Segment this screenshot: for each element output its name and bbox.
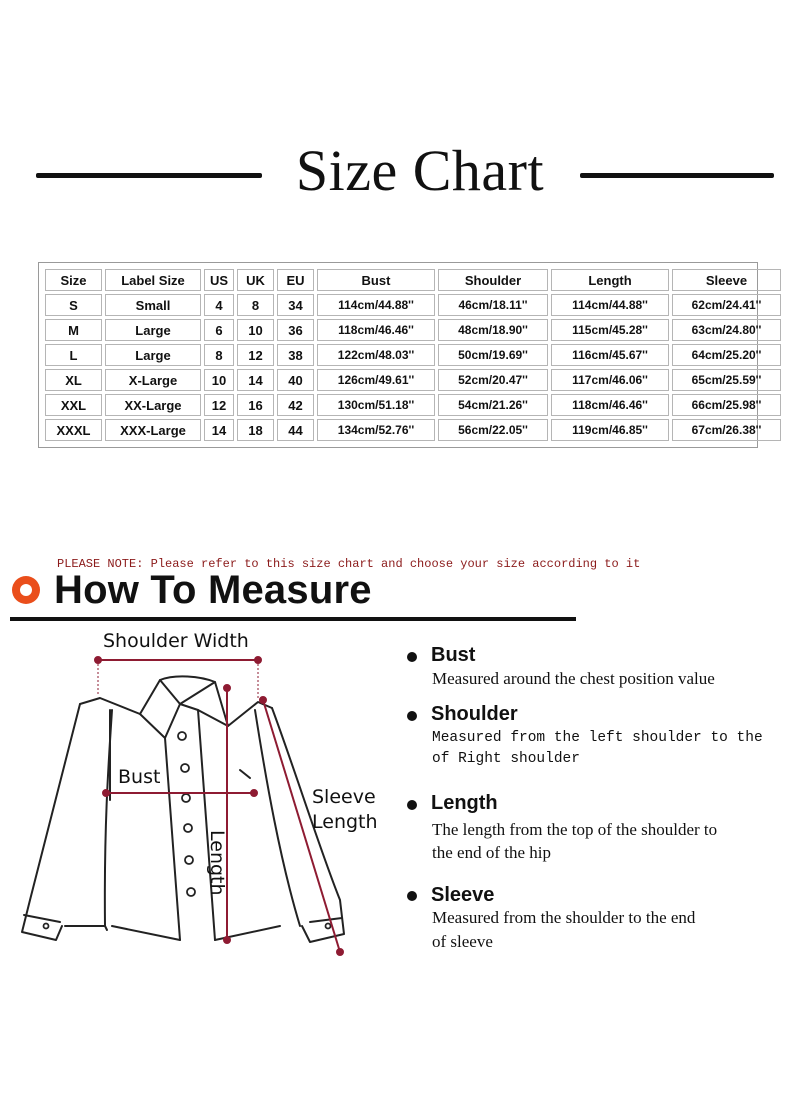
button-icon bbox=[178, 732, 186, 740]
table-cell: 122cm/48.03'' bbox=[317, 344, 435, 366]
table-cell: 115cm/45.28'' bbox=[551, 319, 669, 341]
header-cell: Shoulder bbox=[438, 269, 548, 291]
table-cell: 14 bbox=[237, 369, 274, 391]
table-row bbox=[45, 344, 781, 366]
table-cell: 118cm/46.46'' bbox=[551, 394, 669, 416]
size-chart-header bbox=[0, 135, 800, 215]
cuff-button-icon bbox=[44, 924, 49, 929]
header-cell: Length bbox=[551, 269, 669, 291]
table-cell: 56cm/22.05'' bbox=[438, 419, 548, 441]
button-icon bbox=[185, 856, 193, 864]
definition-desc-line: Measured from the shoulder to the end bbox=[432, 908, 696, 927]
definition-title: Sleeve bbox=[431, 884, 495, 906]
table-cell: 114cm/44.88'' bbox=[551, 294, 669, 316]
orange-ring-icon bbox=[12, 576, 40, 604]
button-icon bbox=[187, 888, 195, 896]
table-cell: 10 bbox=[237, 319, 274, 341]
header-cell: Size bbox=[45, 269, 102, 291]
bullet-dot-icon bbox=[407, 711, 417, 721]
shirt-diagram bbox=[10, 630, 390, 970]
collar-right bbox=[180, 682, 228, 726]
table-cell: S bbox=[45, 294, 102, 316]
table-cell: XXL bbox=[45, 394, 102, 416]
button-icon bbox=[184, 824, 192, 832]
table-cell: Small bbox=[105, 294, 201, 316]
table-cell: 44 bbox=[277, 419, 314, 441]
title-rule-left bbox=[36, 173, 262, 178]
table-cell: XXXL bbox=[45, 419, 102, 441]
table-cell: Large bbox=[105, 344, 201, 366]
table-cell: 38 bbox=[277, 344, 314, 366]
table-cell: 116cm/45.67'' bbox=[551, 344, 669, 366]
table-cell: 52cm/20.47'' bbox=[438, 369, 548, 391]
table-cell: 66cm/25.98'' bbox=[672, 394, 781, 416]
bust-label: Bust bbox=[118, 766, 161, 788]
table-cell: 46cm/18.11'' bbox=[438, 294, 548, 316]
table-body bbox=[45, 294, 781, 441]
definition-desc-line: of sleeve bbox=[432, 932, 493, 951]
table-cell: 8 bbox=[237, 294, 274, 316]
table-row bbox=[45, 294, 781, 316]
table-cell: 18 bbox=[237, 419, 274, 441]
table-row bbox=[45, 319, 781, 341]
definition-title: Bust bbox=[431, 644, 476, 666]
table-cell: 64cm/25.20'' bbox=[672, 344, 781, 366]
definition-desc-line: The length from the top of the shoulder to bbox=[432, 820, 718, 839]
title-rule-right bbox=[580, 173, 774, 178]
size-table-frame bbox=[38, 262, 762, 448]
length-label: Length bbox=[206, 830, 228, 896]
table-cell: 54cm/21.26'' bbox=[438, 394, 548, 416]
table-cell: 6 bbox=[204, 319, 234, 341]
header-cell: EU bbox=[277, 269, 314, 291]
size-note: PLEASE NOTE: Please refer to this size chart and choose your size according to it bbox=[57, 557, 641, 571]
bullet-dot-icon bbox=[407, 800, 417, 810]
table-cell: XXX-Large bbox=[105, 419, 201, 441]
header-cell: Sleeve bbox=[672, 269, 781, 291]
table-cell: Large bbox=[105, 319, 201, 341]
table-row bbox=[45, 369, 781, 391]
table-cell: 119cm/46.85'' bbox=[551, 419, 669, 441]
table-cell: M bbox=[45, 319, 102, 341]
table-cell: 117cm/46.06'' bbox=[551, 369, 669, 391]
bullet-dot-icon bbox=[407, 891, 417, 901]
table-cell: 48cm/18.90'' bbox=[438, 319, 548, 341]
table-cell: L bbox=[45, 344, 102, 366]
shoulder-width-label: Shoulder Width bbox=[103, 630, 249, 652]
table-cell: 12 bbox=[204, 394, 234, 416]
sleeve-label-line1: Sleeve bbox=[312, 786, 376, 808]
table-row bbox=[45, 394, 781, 416]
table-cell: 12 bbox=[237, 344, 274, 366]
collar-left bbox=[140, 680, 180, 738]
section-title: How To Measure bbox=[54, 568, 372, 612]
table-cell: 34 bbox=[277, 294, 314, 316]
button-icon bbox=[181, 764, 189, 772]
table-cell: 10 bbox=[204, 369, 234, 391]
table-cell: 62cm/24.41'' bbox=[672, 294, 781, 316]
table-cell: 118cm/46.46'' bbox=[317, 319, 435, 341]
definition-desc-line: the end of the hip bbox=[432, 843, 551, 862]
sleeve-label-line2: Length bbox=[312, 811, 378, 833]
table-cell: 126cm/49.61'' bbox=[317, 369, 435, 391]
table-cell: 67cm/26.38'' bbox=[672, 419, 781, 441]
table-cell: 134cm/52.76'' bbox=[317, 419, 435, 441]
cuff-button-icon bbox=[326, 924, 331, 929]
table-cell: 14 bbox=[204, 419, 234, 441]
definition-title: Length bbox=[431, 792, 498, 814]
definition-desc-line: Measured around the chest position value bbox=[432, 669, 715, 688]
definition-title: Shoulder bbox=[431, 703, 518, 725]
definition-desc-line: of Right shoulder bbox=[432, 751, 580, 767]
table-cell: 130cm/51.18'' bbox=[317, 394, 435, 416]
page-title: Size Chart bbox=[295, 138, 545, 203]
table-row bbox=[45, 419, 781, 441]
table-cell: XX-Large bbox=[105, 394, 201, 416]
table-cell: 40 bbox=[277, 369, 314, 391]
bullet-dot-icon bbox=[407, 652, 417, 662]
header-cell: Label Size bbox=[105, 269, 201, 291]
table-cell: 42 bbox=[277, 394, 314, 416]
header-cell: UK bbox=[237, 269, 274, 291]
table-cell: XL bbox=[45, 369, 102, 391]
table-cell: 63cm/24.80'' bbox=[672, 319, 781, 341]
definition-desc-line: Measured from the left shoulder to the bbox=[432, 730, 763, 746]
size-table bbox=[42, 266, 784, 444]
table-cell: 16 bbox=[237, 394, 274, 416]
table-cell: 114cm/44.88'' bbox=[317, 294, 435, 316]
table-cell: 50cm/19.69'' bbox=[438, 344, 548, 366]
table-cell: 8 bbox=[204, 344, 234, 366]
table-header-row bbox=[45, 269, 781, 291]
table-cell: 65cm/25.59'' bbox=[672, 369, 781, 391]
button-icon bbox=[182, 794, 190, 802]
table-cell: X-Large bbox=[105, 369, 201, 391]
header-cell: Bust bbox=[317, 269, 435, 291]
header-cell: US bbox=[204, 269, 234, 291]
section-rule bbox=[10, 617, 576, 621]
table-cell: 36 bbox=[277, 319, 314, 341]
how-to-measure-header bbox=[8, 568, 578, 624]
table-cell: 4 bbox=[204, 294, 234, 316]
